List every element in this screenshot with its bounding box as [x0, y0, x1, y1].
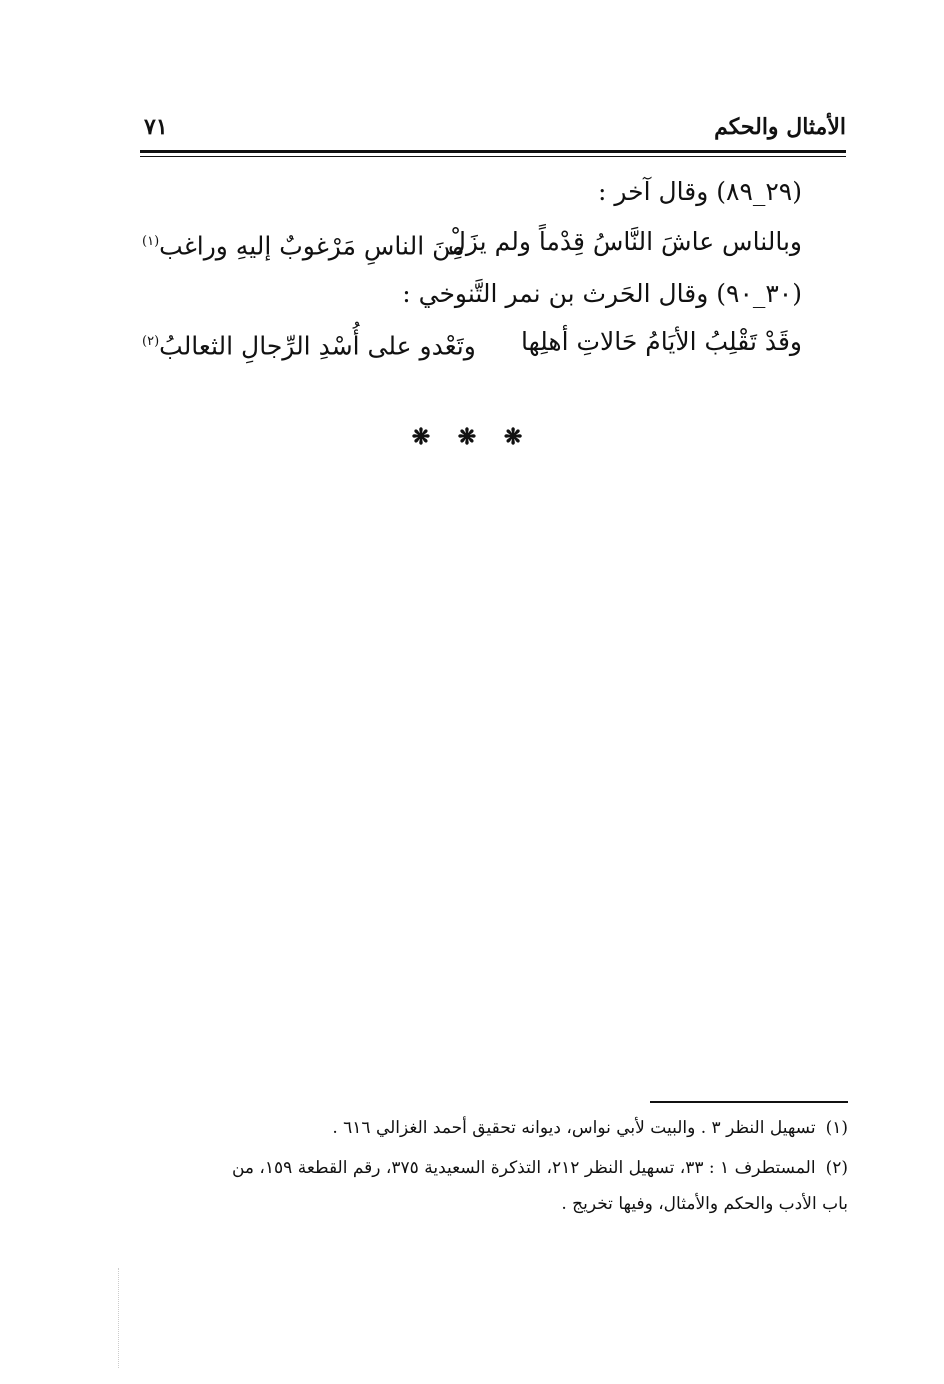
footnote-text: المستطرف ١ : ٣٣، تسهيل النظر ٢١٢، التذكرة السعيدية ٣٧٥، رقم القطعة ١٥٩، من	[231, 1158, 816, 1178]
footnote-marker[interactable]: (١)	[142, 234, 160, 249]
verse-first-hemistich: وقَدْ تَقْلِبُ الأيَامُ حَالاتِ أهلِها	[520, 327, 802, 356]
footnote-marker[interactable]: (٢)	[142, 334, 160, 349]
verse-second-hemistich	[142, 222, 465, 266]
verse	[142, 222, 802, 266]
footnote	[142, 1152, 848, 1184]
footnote-number: (١)	[825, 1118, 848, 1138]
footnote-rule	[650, 1101, 848, 1103]
entry-heading: (٣٠_٩٠) وقال الحَرث بن نمر التَّنوخي :	[402, 279, 802, 308]
footnote-text: تسهيل النظر ٣ . والبيت لأبي نواس، ديوانه تحقيق أحمد الغزالي ٦١٦ .	[332, 1118, 816, 1138]
entry-heading: (٢٩_٨٩) وقال آخر :	[598, 177, 802, 206]
running-head	[140, 108, 846, 148]
verse	[142, 322, 802, 366]
verse-second-hemistich	[142, 322, 476, 366]
footnote-continuation: باب الأدب والحكم والأمثال، وفيها تخريج .	[561, 1194, 848, 1214]
header-rule-thick	[140, 150, 846, 153]
verse-hemistich-text: مِنَ الناسِ مَرْغوبٌ إليهِ وراغب	[159, 231, 465, 261]
running-head-title: الأمثال والحكم	[714, 114, 846, 140]
verse-hemistich-text: وتَعْدو على أُسْدِ الرِّجالِ الثعالبُ	[159, 331, 476, 361]
section-separator: ❋ ❋ ❋	[411, 424, 533, 450]
header-rule-thin	[140, 156, 846, 157]
footnote	[332, 1112, 848, 1144]
verse-first-hemistich: وبالناس عاشَ النَّاسُ قِدْماً ولم يزَلْ	[447, 227, 802, 256]
scan-mark	[118, 1268, 120, 1368]
footnote-number: (٢)	[825, 1158, 848, 1178]
page-number: ٧١	[144, 114, 168, 140]
